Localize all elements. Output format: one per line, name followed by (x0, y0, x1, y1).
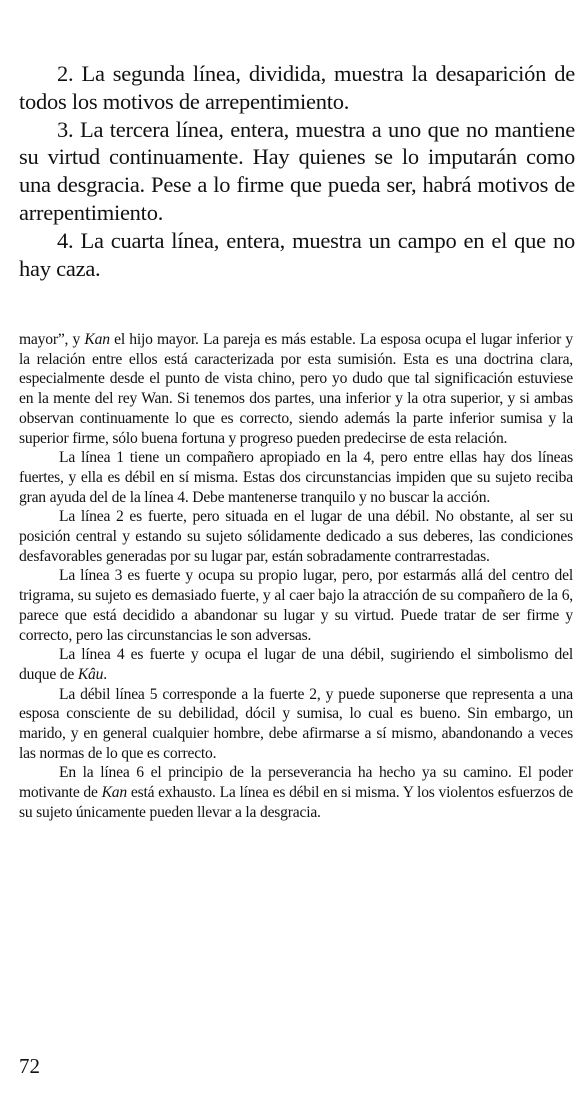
commentary-paragraph-line-1: La línea 1 tiene un compañero apropiado en la 4, pero entre ellas hay dos líneas fuertes, y ella es débil en sí misma. Estas dos circunstancias impiden que su sujeto reciba gran ayuda del de la línea 4. Debe mantenerse tranquilo y no buscar la acción. (19, 449, 573, 506)
commentary-p7-rest: está exhausto. La línea es débil en si misma. Y los violentos esfuerzos de su sujeto únicamente pueden llevar a la desgracia. (19, 784, 574, 821)
commentary-paragraph-line-2: La línea 2 es fuerte, pero situada en el lugar de una débil. No obstante, al ser su posición central y estando su sujeto sólidamente dedicado a sus deberes, las condiciones desfavorables generadas por su lugar par, están sobradamente contrarrestadas. (19, 508, 573, 565)
commentary-p5-start: La línea 4 es fuerte y ocupa el lugar de una débil, sugiriendo el simbolismo del duque de (19, 646, 573, 683)
commentary-p7-start: En la línea 6 el principio de la perseverancia ha hecho ya su camino. El poder motivante de (19, 764, 573, 802)
commentary-paragraph-line-6 (19, 763, 573, 822)
commentary-p1-rest: el hijo mayor. La pareja es más estable. La esposa ocupa el lugar inferior y la relación entre ellos está caracterizada por esta sumisión. Esta es una doctrina clara, especialmente desde el punto de vista chino, pero yo dudo que tal significación estuviese en la mente del rey Wan. Si tenemos dos partes, una inferior y la otra superior, y si ambas observan continuamente lo que es correcto, siendo además la parte inferior sumisa y la superior firme, sólo buena fortuna y progreso pueden predecirse de esta relación. (19, 331, 573, 447)
kau-term: Kâu (77, 665, 104, 683)
kan-term: Kan (84, 331, 110, 348)
commentary-paragraph-1 (19, 330, 573, 448)
line-2-paragraph: 2. La segunda línea, dividida, muestra la desaparición de todos los motivos de arrepentimiento. (19, 61, 575, 114)
commentary-block (19, 330, 573, 823)
line-3-paragraph: 3. La tercera línea, entera, muestra a uno que no mantiene su virtud continuamente. Hay quienes se lo imputarán como una desgracia. Pese a lo firme que pueda ser, habrá motivos de arrepentimiento. (19, 116, 575, 225)
page-number: 72 (19, 1054, 40, 1078)
commentary-p5-end: . (103, 665, 107, 683)
commentary-p1-start: mayor”, y (19, 331, 85, 348)
commentary-paragraph-line-4 (19, 645, 573, 684)
main-text-block (19, 60, 575, 282)
kan-term-2: Kan (101, 784, 128, 802)
line-4-paragraph: 4. La cuarta línea, entera, muestra un campo en el que no hay caza. (19, 227, 575, 281)
commentary-paragraph-line-3: La línea 3 es fuerte y ocupa su propio lugar, pero, por estarmás allá del centro del trigrama, su sujeto es demasiado fuerte, y al caer bajo la atracción de su compañero de la 6, parece que está decidido a abandonar su lugar y su virtud. Puede tratar de ser firme y correcto, pero las circunstancias le son adversas. (19, 567, 573, 644)
commentary-paragraph-line-5: La débil línea 5 corresponde a la fuerte 2, y puede suponerse que representa a una esposa consciente de su debilidad, dócil y sumisa, lo cual es bueno. Sin embargo, un marido, y en general cualquier hombre, debe afirmarse a sí mismo, abandonando a veces las normas de lo que es correcto. (19, 685, 573, 762)
